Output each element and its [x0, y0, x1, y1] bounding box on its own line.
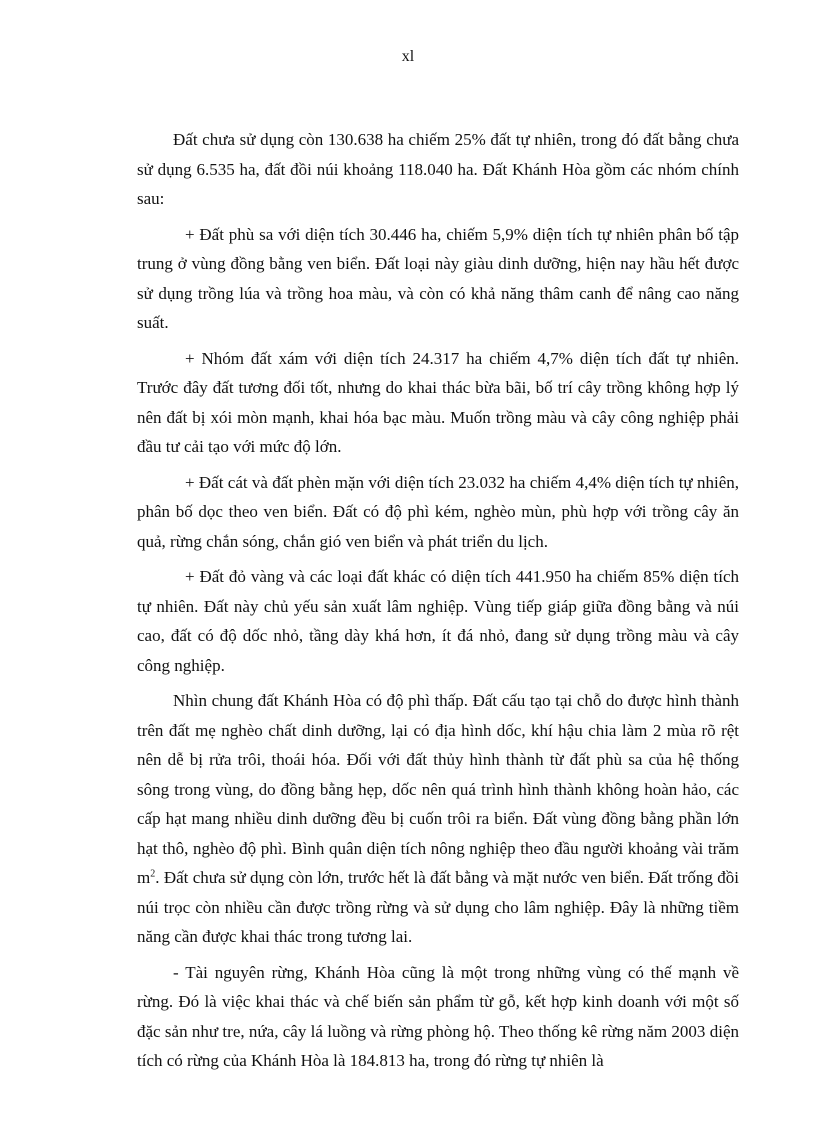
superscript-square-unit: 2: [150, 868, 156, 880]
page-number: xl: [401, 48, 415, 65]
paragraph-soil-overview-part2: . Đất chưa sử dụng còn lớn, trước hết là đất bằng và mặt nước ven biển. Đất trống đồi núi trọc còn nhiều cần được trồng rừng và sử dụng cho lâm nghiệp. Đây là những tiềm năng cần được khai thác trong tương lai.: [137, 868, 739, 946]
body-text: [137, 125, 739, 1082]
paragraph-grey-soil: + Nhóm đất xám với diện tích 24.317 ha chiếm 4,7% diện tích đất tự nhiên. Trước đây đất tương đối tốt, nhưng do khai thác bừa bãi, bố trí cây trồng không hợp lý nên đất bị xói mòn mạnh, khai hóa bạc màu. Muốn trồng màu và cây công nghiệp phải đầu tư cải tạo với mức độ lớn.: [137, 348, 739, 456]
paragraph-soil-overview-part1: Nhìn chung đất Khánh Hòa có độ phì thấp. Đất cấu tạo tại chỗ do được hình thành trên đất mẹ nghèo chất dinh dưỡng, lại có địa hình dốc, khí hậu chia làm 2 mùa rõ rệt nên dễ bị rửa trôi, thoái hóa. Đối với đất thủy hình thành từ đất phù sa của hệ thống sông trong vùng, do đồng bằng hẹp, dốc nên quá trình hình thành không hoàn hảo, các cấp hạt mang nhiều dinh dưỡng đều bị cuốn trôi ra biển. Đất vùng đồng bằng phần lớn hạt thô, nghèo độ phì. Bình quân diện tích nông nghiệp theo đầu người khoảng vài trăm m: [137, 691, 739, 887]
paragraph-unused-land: Đất chưa sử dụng còn 130.638 ha chiếm 25% đất tự nhiên, trong đó đất bằng chưa sử dụng 6.535 ha, đất đồi núi khoảng 118.040 ha. Đất Khánh Hòa gồm các nhóm chính sau:: [137, 130, 739, 208]
paragraph-forest-resources: - Tài nguyên rừng, Khánh Hòa cũng là một trong những vùng có thế mạnh về rừng. Đó là việc khai thác và chế biến sản phẩm từ gỗ, kết hợp kinh doanh với một số đặc sản như tre, nứa, cây lá luồng và rừng phòng hộ. Theo thống kê rừng năm 2003 diện tích có rừng của Khánh Hòa là 184.813 ha, trong đó rừng tự nhiên là: [137, 962, 739, 1070]
paragraph-red-yellow-soil: + Đất đỏ vàng và các loại đất khác có diện tích 441.950 ha chiếm 85% diện tích tự nhiên. Đất này chủ yếu sản xuất lâm nghiệp. Vùng tiếp giáp giữa đồng bằng và núi cao, đất có độ dốc nhỏ, tầng dày khá hơn, ít đá nhỏ, đang sử dụng trồng màu và cây công nghiệp.: [137, 567, 739, 675]
paragraph-alluvial-soil: + Đất phù sa với diện tích 30.446 ha, chiếm 5,9% diện tích tự nhiên phân bố tập trung ở vùng đồng bằng ven biển. Đất loại này giàu dinh dưỡng, hiện nay hầu hết được sử dụng trồng lúa và trồng hoa màu, và còn có khả năng thâm canh để nâng cao năng suất.: [137, 224, 739, 332]
paragraph-soil-overview: [137, 686, 739, 952]
paragraph-sandy-saline-soil: + Đất cát và đất phèn mặn với diện tích 23.032 ha chiếm 4,4% diện tích tự nhiên, phân bố dọc theo ven biển. Đất có độ phì kém, nghèo mùn, phù hợp với trồng cây ăn quả, rừng chắn sóng, chắn gió ven biển và phát triển du lịch.: [137, 472, 739, 551]
